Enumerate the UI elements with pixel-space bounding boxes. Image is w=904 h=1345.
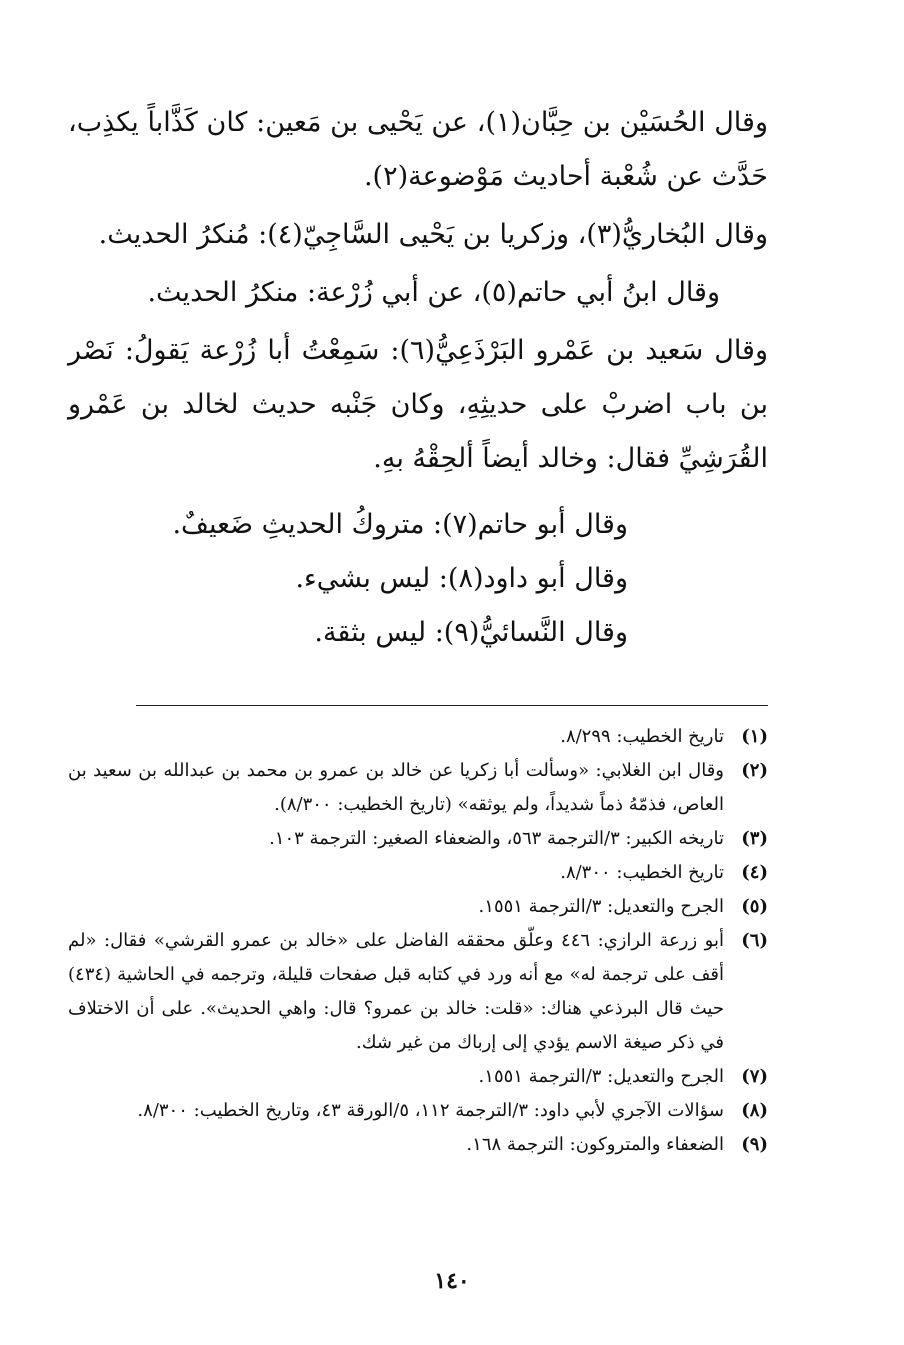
footnote-number: (٤) <box>741 862 768 883</box>
footnote-number: (٩) <box>741 1134 768 1155</box>
footnote-text: تاريخ الخطيب: ٨/٢٩٩. <box>560 726 724 747</box>
footnote-text: الجرح والتعديل: ٣/الترجمة ١٥٥١. <box>478 896 724 917</box>
footnote-number: (٨) <box>741 1100 768 1121</box>
footnote-text: تاريخه الكبير: ٣/الترجمة ٥٦٣، والضعفاء الصغير: الترجمة ١٠٣. <box>269 828 724 849</box>
footnote-divider <box>136 705 768 706</box>
footnote-item <box>68 1060 768 1094</box>
footnote-number: (٢) <box>741 760 768 781</box>
footnote-number: (٧) <box>741 1066 768 1087</box>
paragraph-1: وقال الحُسَيْن بن حِبَّان(١)، عن يَحْيى بن مَعين: كان كَذَّاباً يكذِب، حَدَّث عن شُعْبة أحاديث مَوْضوعة(٢). <box>68 107 768 192</box>
footnotes <box>68 720 768 1162</box>
footnote-item <box>68 924 768 1060</box>
page-number: ١٤٠ <box>434 1268 470 1294</box>
footnote-item <box>68 822 768 856</box>
footnote-number: (٥) <box>741 896 768 917</box>
footnote-text: أبو زرعة الرازي: ٤٤٦ وعلّق محققه الفاضل على «خالد بن عمرو القرشي» فقال: «لم أقف على ترجمة له» مع أنه ورد في كتابه قبل صفحات قليلة، وترجمه في الحاشية (٤٣٤) حيث قال البرذعي هناك: «قلت: خالد بن عمرو؟ قال: واهي الحديث». على أن الاختلاف في ذكر صيغة الاسم يؤدي إلى إرباك من غير شك. <box>68 930 724 1053</box>
main-text <box>68 96 768 660</box>
footnote-text: تاريخ الخطيب: ٨/٣٠٠. <box>560 862 724 883</box>
paragraph-2: وقال البُخاريُّ(٣)، وزكريا بن يَحْيى السَّاجِيّ(٤): مُنكرُ الحديث. <box>98 219 768 250</box>
footnote-number: (٦) <box>741 930 768 951</box>
footnote-text: الجرح والتعديل: ٣/الترجمة ١٥٥١. <box>478 1066 724 1087</box>
footnote-text: سؤالات الآجري لأبي داود: ٣/الترجمة ١١٢، ٥/الورقة ٤٣، وتاريخ الخطيب: ٨/٣٠٠. <box>137 1100 724 1121</box>
footnote-item <box>68 856 768 890</box>
paragraph-3: وقال ابنُ أبي حاتم(٥)، عن أبي زُرْعة: منكرُ الحديث. <box>147 277 720 308</box>
paragraph-7: وقال النَّسائيُّ(٩): ليس بثقة. <box>314 617 628 648</box>
footnote-item <box>68 1128 768 1162</box>
paragraph-5: وقال أبو حاتم(٧): متروكُ الحديثِ ضَعيفٌ. <box>172 509 628 540</box>
footnote-number: (١) <box>741 726 768 747</box>
footnote-text: وقال ابن الغلابي: «وسألت أبا زكريا عن خالد بن عمرو بن محمد بن عبدالله بن سعيد بن العاص، فذمّهُ ذماً شديداً، ولم يوثقه» (تاريخ الخطيب: ٨/٣٠٠). <box>68 760 724 815</box>
footnote-item <box>68 754 768 822</box>
footnote-text: الضعفاء والمتروكون: الترجمة ١٦٨. <box>466 1134 724 1155</box>
paragraph-6: وقال أبو داود(٨): ليس بشيء. <box>295 563 628 594</box>
footnote-item <box>68 720 768 754</box>
paragraph-4: وقال سَعيد بن عَمْرو البَرْذَعِيُّ(٦): سَمِعْتُ أبا زُرْعة يَقولُ: نَصْر بن باب اضربْ على حديثِهِ، وكان جَنْبه حديث لخالد بن عَمْرو القُرَشِيِّ فقال: وخالد أيضاً ألحِقْهُ بهِ. <box>68 335 768 474</box>
footnote-item <box>68 890 768 924</box>
footnote-item <box>68 1094 768 1128</box>
footnote-number: (٣) <box>741 828 768 849</box>
